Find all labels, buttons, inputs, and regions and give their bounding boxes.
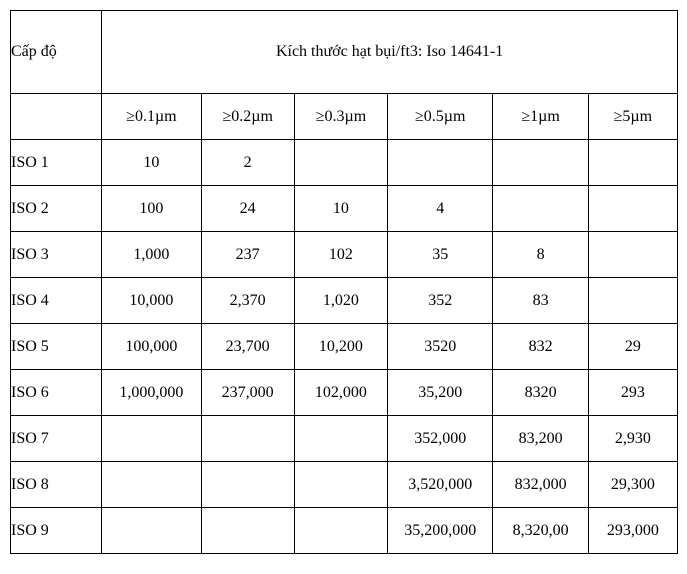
table-row xyxy=(11,278,678,324)
table-cell: 10,000 xyxy=(102,278,201,324)
table-cell: 10 xyxy=(294,186,387,232)
table-row xyxy=(11,186,678,232)
header-cell-unit-0: ≥0.1µm xyxy=(102,94,201,140)
table-cell xyxy=(493,186,588,232)
table-cell: 83 xyxy=(493,278,588,324)
table-cell: 10,200 xyxy=(294,324,387,370)
table-cell xyxy=(388,140,493,186)
table-cell: 2,930 xyxy=(588,416,677,462)
table-cell xyxy=(102,416,201,462)
header-cell-unit-4: ≥1µm xyxy=(493,94,588,140)
table-cell: 102 xyxy=(294,232,387,278)
table-header-row-units xyxy=(11,94,678,140)
table-cell: 8,320,00 xyxy=(493,508,588,554)
table-cell xyxy=(102,462,201,508)
table-cell: 237,000 xyxy=(201,370,294,416)
header-cell-unit-3: ≥0.5µm xyxy=(388,94,493,140)
header-cell-unit-1: ≥0.2µm xyxy=(201,94,294,140)
row-label: ISO 7 xyxy=(11,416,102,462)
table-cell: 100,000 xyxy=(102,324,201,370)
table-cell xyxy=(201,508,294,554)
table-cell: 100 xyxy=(102,186,201,232)
table-cell xyxy=(294,140,387,186)
header-cell-level: Cấp độ xyxy=(11,11,102,94)
table-cell: 237 xyxy=(201,232,294,278)
table-cell: 29,300 xyxy=(588,462,677,508)
table-cell: 1,020 xyxy=(294,278,387,324)
table-cell xyxy=(294,462,387,508)
table-cell xyxy=(102,508,201,554)
table-row xyxy=(11,416,678,462)
table-cell: 293 xyxy=(588,370,677,416)
table-cell xyxy=(588,278,677,324)
table-cell: 23,700 xyxy=(201,324,294,370)
table-cell: 102,000 xyxy=(294,370,387,416)
table-row xyxy=(11,370,678,416)
table-cell xyxy=(493,140,588,186)
row-label: ISO 4 xyxy=(11,278,102,324)
table-cell: 1,000 xyxy=(102,232,201,278)
table-row xyxy=(11,140,678,186)
row-label: ISO 8 xyxy=(11,462,102,508)
header-cell-unit-2: ≥0.3µm xyxy=(294,94,387,140)
table-cell: 832,000 xyxy=(493,462,588,508)
table-cell: 35,200,000 xyxy=(388,508,493,554)
header-cell-blank xyxy=(11,94,102,140)
row-label: ISO 2 xyxy=(11,186,102,232)
table-cell: 1,000,000 xyxy=(102,370,201,416)
table-cell: 3,520,000 xyxy=(388,462,493,508)
table-cell: 8 xyxy=(493,232,588,278)
table-cell: 352,000 xyxy=(388,416,493,462)
table-cell: 293,000 xyxy=(588,508,677,554)
table-cell xyxy=(588,140,677,186)
row-label: ISO 5 xyxy=(11,324,102,370)
table-cell xyxy=(201,462,294,508)
table-header-row-title xyxy=(11,11,678,94)
table-cell: 29 xyxy=(588,324,677,370)
table-cell: 832 xyxy=(493,324,588,370)
table-cell xyxy=(201,416,294,462)
table-cell: 352 xyxy=(388,278,493,324)
table-row xyxy=(11,324,678,370)
row-label: ISO 9 xyxy=(11,508,102,554)
row-label: ISO 1 xyxy=(11,140,102,186)
table-cell: 83,200 xyxy=(493,416,588,462)
table-row xyxy=(11,462,678,508)
table-row xyxy=(11,232,678,278)
table-row xyxy=(11,508,678,554)
table-cell: 10 xyxy=(102,140,201,186)
header-cell-unit-5: ≥5µm xyxy=(588,94,677,140)
table-cell: 24 xyxy=(201,186,294,232)
table-cell: 35,200 xyxy=(388,370,493,416)
table-cell xyxy=(588,186,677,232)
table-cell: 2,370 xyxy=(201,278,294,324)
table-cell: 4 xyxy=(388,186,493,232)
table-cell xyxy=(294,416,387,462)
header-cell-title: Kích thước hạt bụi/ft3: Iso 14641-1 xyxy=(102,11,678,94)
row-label: ISO 3 xyxy=(11,232,102,278)
table-cell: 2 xyxy=(201,140,294,186)
table-cell: 35 xyxy=(388,232,493,278)
table-cell xyxy=(588,232,677,278)
iso-cleanroom-table xyxy=(10,10,678,554)
table-cell: 8320 xyxy=(493,370,588,416)
table-cell: 3520 xyxy=(388,324,493,370)
table-cell xyxy=(294,508,387,554)
row-label: ISO 6 xyxy=(11,370,102,416)
